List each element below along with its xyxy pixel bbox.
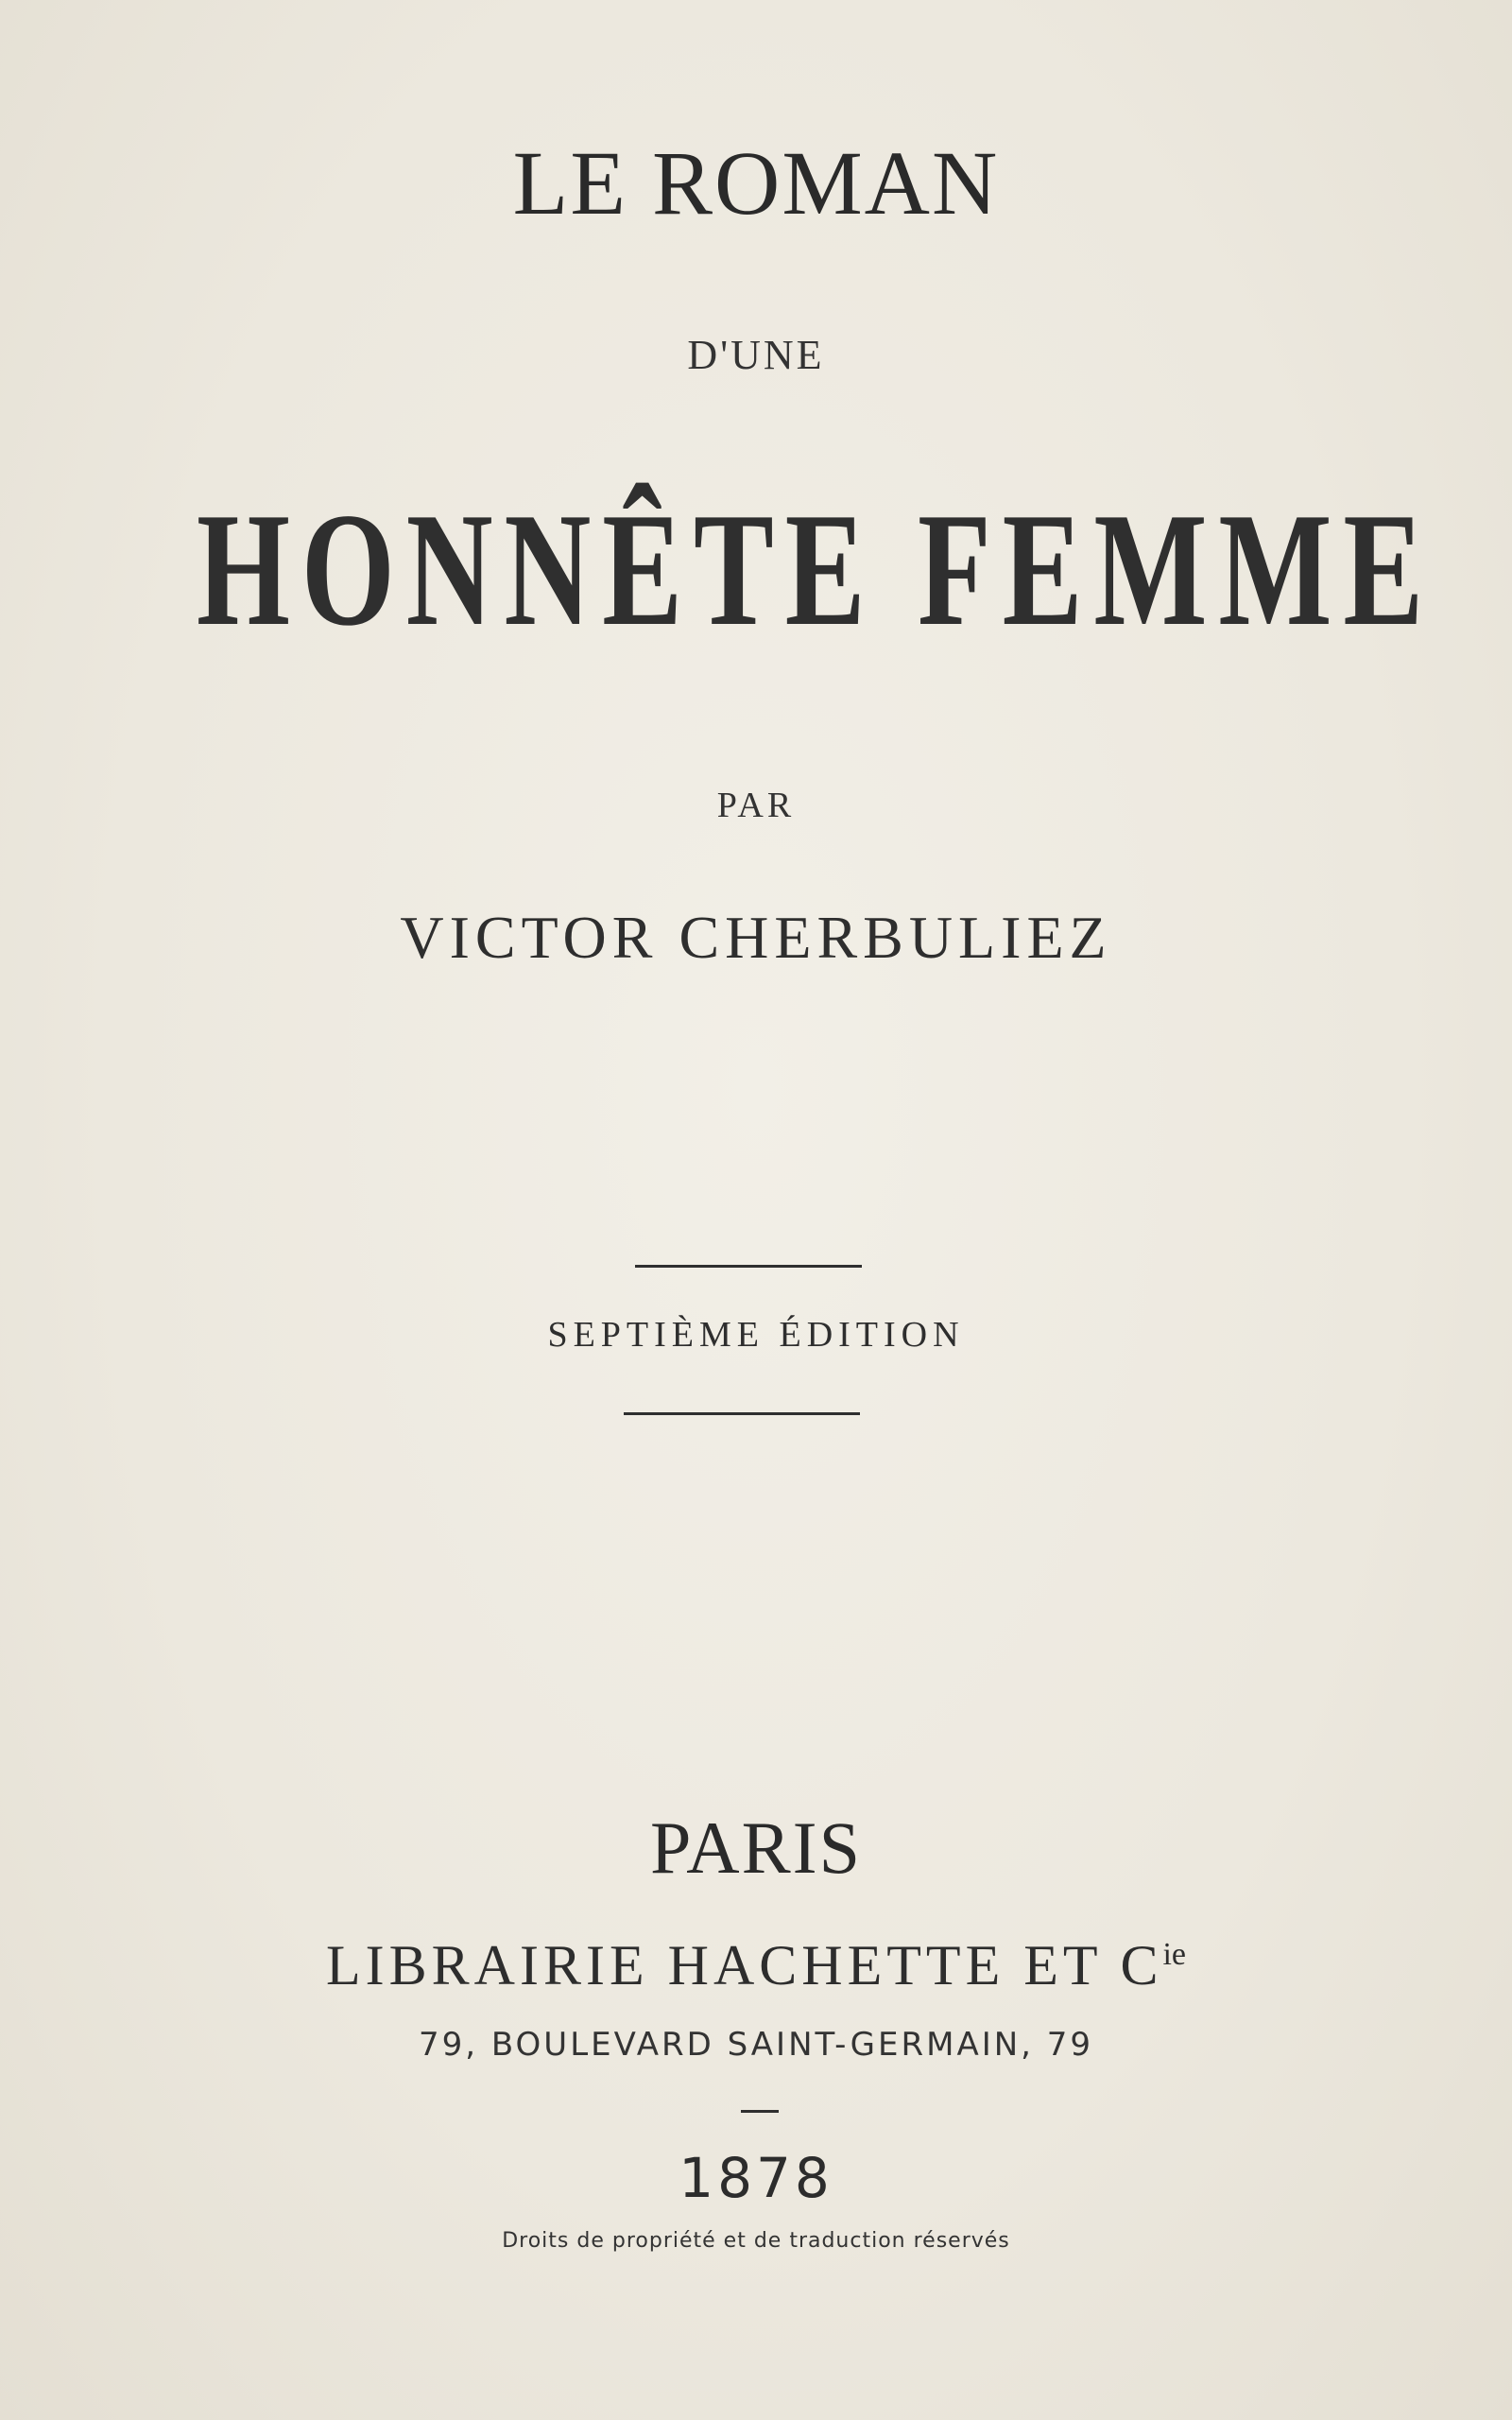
title-line-dune: D'UNE — [687, 332, 825, 378]
publisher-name: LIBRAIRIE HACHETTE ET C — [325, 1934, 1163, 1996]
author-name: VICTOR CHERBULIEZ — [400, 904, 1112, 971]
rule-above-year — [741, 2110, 779, 2113]
imprint-publisher — [0, 1933, 1512, 1998]
byline-par: PAR — [716, 786, 796, 825]
title-line-honnete-femme: HONNÊTE FEMME — [197, 480, 1435, 660]
imprint-address: 79, BOULEVARD SAINT-GERMAIN, 79 — [418, 2026, 1094, 2064]
rule-above-edition — [635, 1265, 862, 1268]
rule-below-edition — [624, 1412, 860, 1415]
imprint-year: 1878 — [679, 2146, 833, 2210]
rights-notice: Droits de propriété et de traduction réservés — [502, 2229, 1010, 2253]
edition-label: SEPTIÈME ÉDITION — [547, 1315, 965, 1355]
publisher-superscript: ie — [1162, 1937, 1187, 1972]
title-line-le-roman: LE ROMAN — [512, 132, 1000, 233]
imprint-city: PARIS — [650, 1806, 862, 1889]
